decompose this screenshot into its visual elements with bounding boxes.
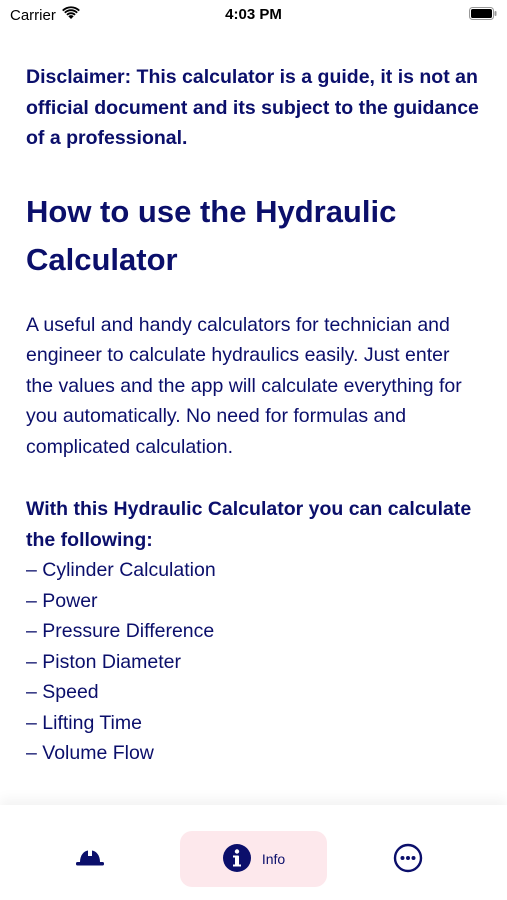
- feature-item-pressure-difference: – Pressure Difference: [26, 620, 215, 642]
- hard-hat-icon: [75, 849, 105, 870]
- intro-text: A useful and handy calculators for technician and engineer to calculate hydraulics easily. Just enter the values and the app will calculate everything for you automatically. No need for formulas and complicated calculation.: [26, 313, 462, 458]
- carrier-label: Carrier: [10, 6, 56, 24]
- status-bar: [0, 0, 507, 28]
- disclaimer-text: Disclaimer: This calculator is a guide, it is not an official document and its subject to the guidance of a professional.: [26, 66, 479, 149]
- tab-bar: [0, 805, 507, 900]
- tab-info[interactable]: [180, 831, 327, 887]
- feature-item-lifting-time: – Lifting Time: [26, 711, 142, 734]
- status-time: 4:03 PM: [225, 6, 282, 23]
- tab-calculator[interactable]: [60, 831, 120, 887]
- tab-more[interactable]: [378, 831, 438, 887]
- feature-item-volume-flow: – Volume Flow: [26, 742, 154, 764]
- more-icon: [393, 843, 423, 876]
- info-content: [26, 62, 481, 769]
- feature-item-power: – Power: [26, 589, 98, 612]
- battery-icon: [469, 7, 497, 20]
- features-title: With this Hydraulic Calculator you can calculate the following:: [26, 498, 472, 551]
- tab-info-label: Info: [261, 851, 286, 867]
- info-icon: [222, 843, 252, 876]
- page-title: How to use the Hydraulic Calculator: [26, 193, 397, 277]
- feature-list: [26, 555, 481, 769]
- feature-item-cylinder: – Cylinder Calculation: [26, 559, 216, 581]
- feature-item-piston-diameter: – Piston Diameter: [26, 650, 181, 673]
- feature-item-speed: – Speed: [26, 681, 99, 703]
